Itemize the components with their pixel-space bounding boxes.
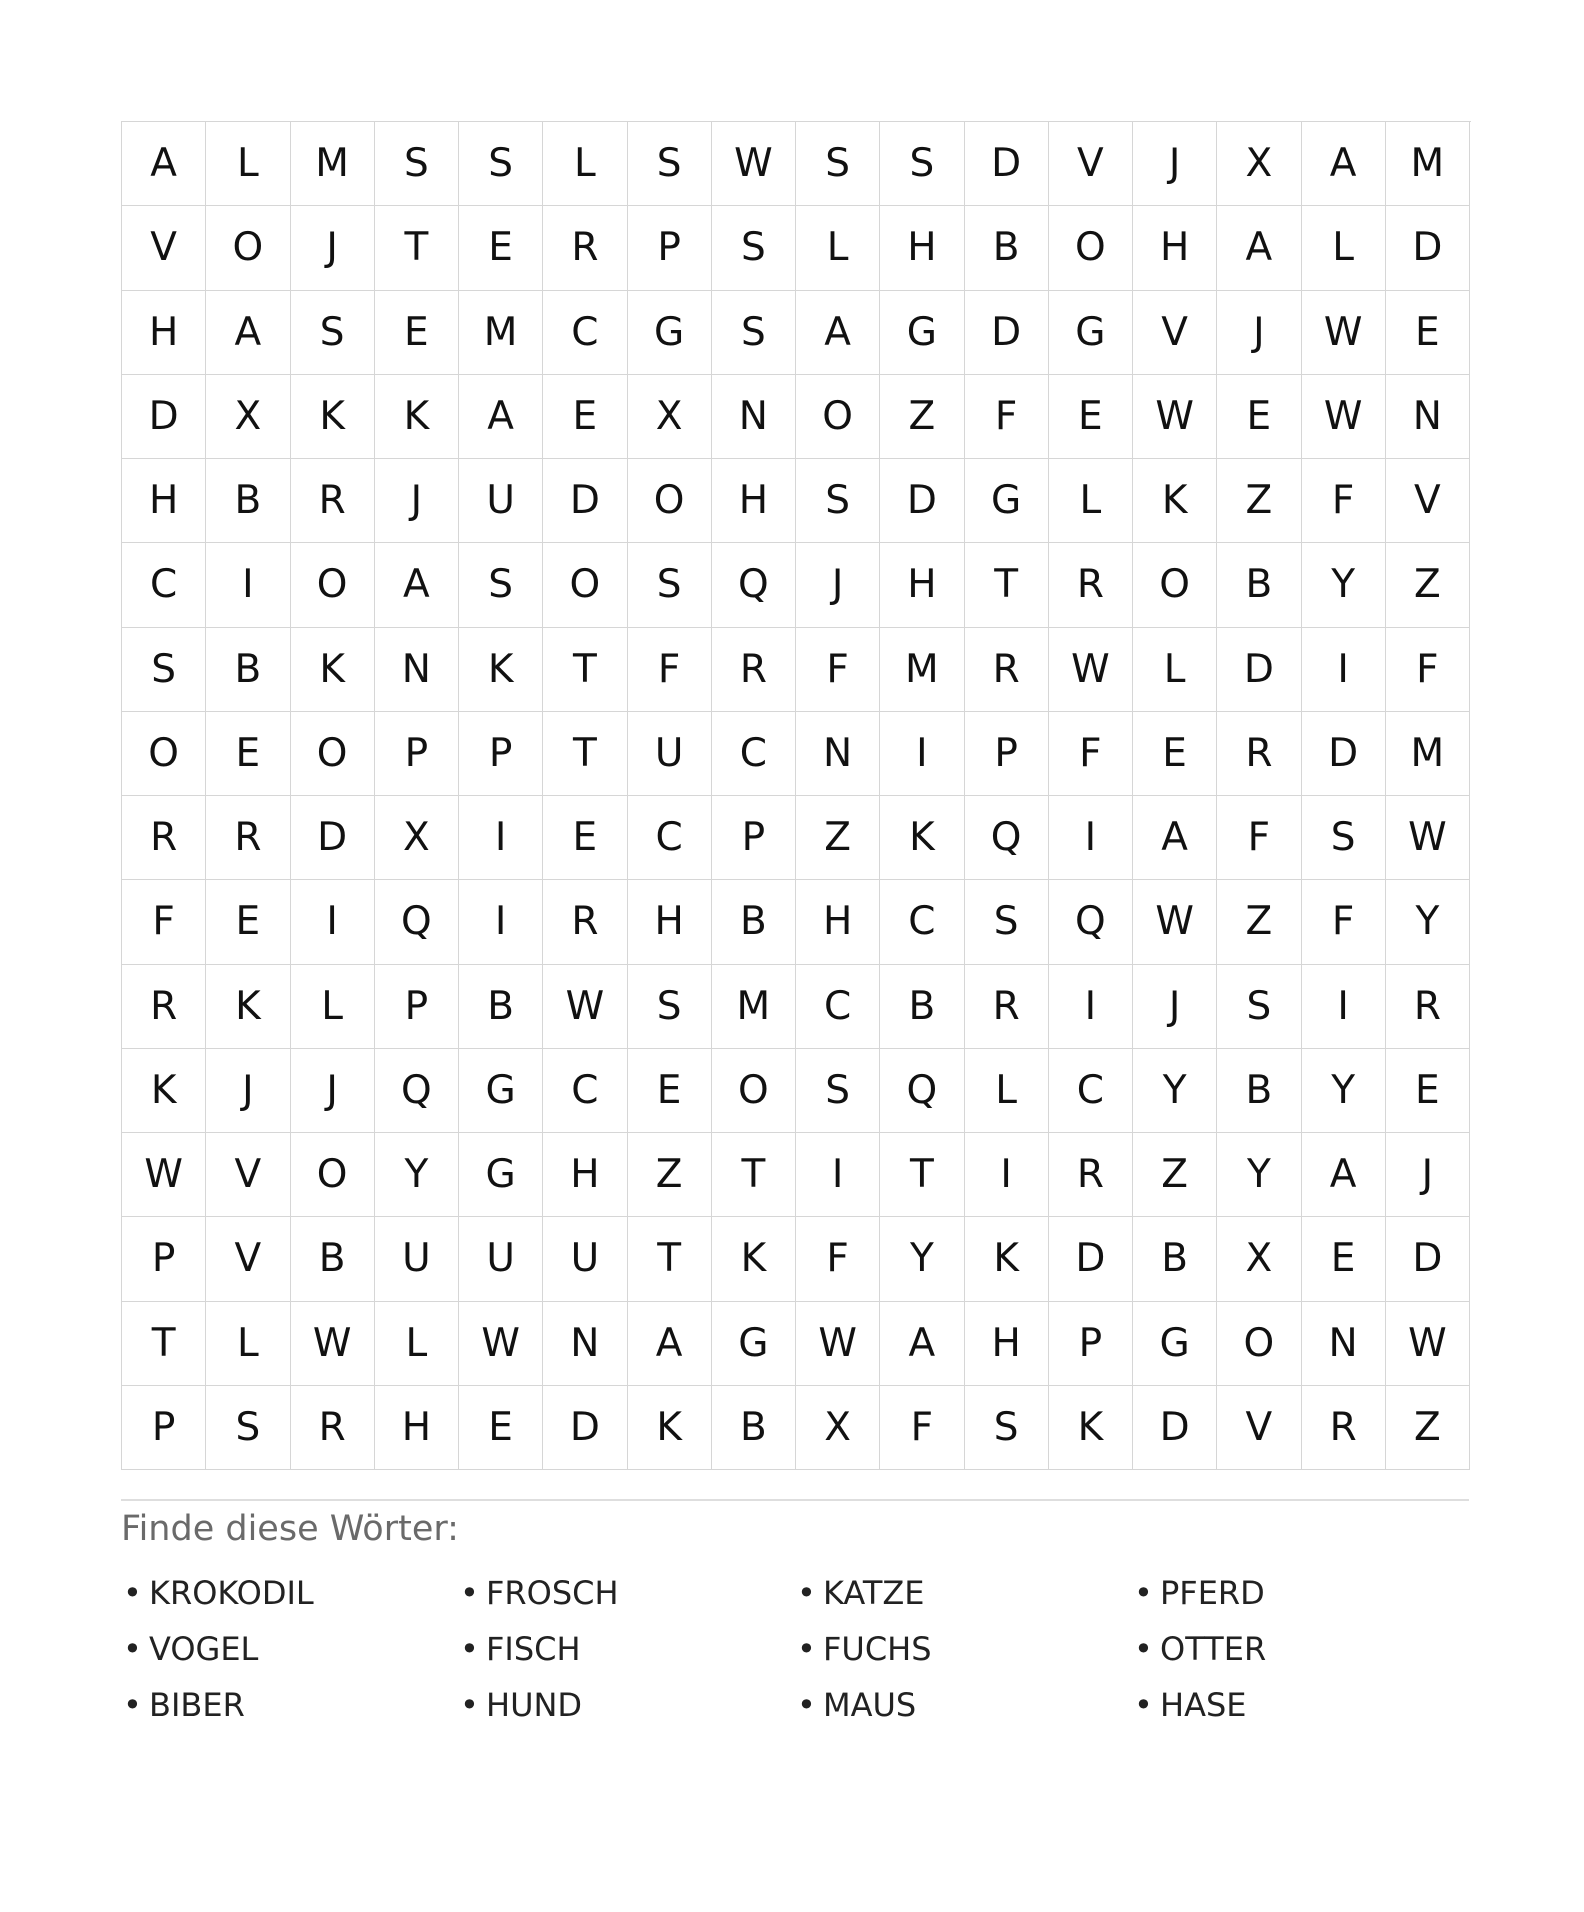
grid-cell[interactable]: F: [1386, 628, 1470, 712]
grid-cell[interactable]: V: [1217, 1386, 1301, 1470]
grid-cell[interactable]: G: [880, 291, 964, 375]
grid-cell[interactable]: A: [1302, 122, 1386, 206]
grid-cell[interactable]: Z: [1133, 1133, 1217, 1217]
grid-cell[interactable]: Y: [1302, 1049, 1386, 1133]
grid-cell[interactable]: T: [543, 712, 627, 796]
grid-cell[interactable]: S: [122, 628, 206, 712]
grid-cell[interactable]: D: [1217, 628, 1301, 712]
grid-cell[interactable]: H: [880, 206, 964, 290]
word-label: FISCH: [486, 1629, 581, 1668]
grid-cell[interactable]: E: [206, 880, 290, 964]
grid-cell[interactable]: X: [1217, 1217, 1301, 1301]
grid-cell[interactable]: W: [1386, 796, 1470, 880]
grid-cell[interactable]: P: [965, 712, 1049, 796]
grid-cell[interactable]: H: [122, 459, 206, 543]
grid-cell[interactable]: I: [1049, 965, 1133, 1049]
grid-cell[interactable]: G: [965, 459, 1049, 543]
grid-cell[interactable]: T: [965, 543, 1049, 627]
grid-cell[interactable]: B: [206, 459, 290, 543]
grid-cell[interactable]: B: [712, 1386, 796, 1470]
grid-cell[interactable]: F: [628, 628, 712, 712]
grid-cell[interactable]: P: [459, 712, 543, 796]
grid-cell[interactable]: N: [1302, 1302, 1386, 1386]
grid-cell[interactable]: R: [1049, 543, 1133, 627]
grid-cell[interactable]: F: [1217, 796, 1301, 880]
grid-cell[interactable]: H: [712, 459, 796, 543]
grid-cell[interactable]: B: [965, 206, 1049, 290]
grid-cell[interactable]: S: [880, 122, 964, 206]
grid-cell[interactable]: R: [122, 965, 206, 1049]
word-label: PFERD: [1160, 1573, 1265, 1612]
word-list-item: [795, 1565, 1132, 1621]
grid-cell[interactable]: S: [375, 122, 459, 206]
grid-cell[interactable]: K: [1049, 1386, 1133, 1470]
grid-cell[interactable]: L: [1133, 628, 1217, 712]
grid-cell[interactable]: B: [1133, 1217, 1217, 1301]
bullet-icon: •: [797, 1573, 816, 1612]
grid-cell[interactable]: W: [459, 1302, 543, 1386]
grid-cell[interactable]: K: [459, 628, 543, 712]
grid-cell[interactable]: C: [1049, 1049, 1133, 1133]
word-label: BIBER: [149, 1685, 245, 1724]
grid-cell[interactable]: U: [628, 712, 712, 796]
grid-cell[interactable]: A: [1217, 206, 1301, 290]
grid-cell[interactable]: S: [206, 1386, 290, 1470]
grid-cell[interactable]: I: [1302, 628, 1386, 712]
grid-cell[interactable]: X: [796, 1386, 880, 1470]
bullet-icon: •: [123, 1573, 142, 1612]
grid-cell[interactable]: B: [459, 965, 543, 1049]
word-list-item: [795, 1621, 1132, 1677]
grid-cell[interactable]: L: [965, 1049, 1049, 1133]
grid-cell[interactable]: J: [1217, 291, 1301, 375]
grid-cell[interactable]: R: [712, 628, 796, 712]
grid-cell[interactable]: J: [1386, 1133, 1470, 1217]
word-list-item: [1132, 1677, 1469, 1733]
grid-cell[interactable]: Y: [1302, 543, 1386, 627]
grid-cell[interactable]: K: [965, 1217, 1049, 1301]
grid-cell[interactable]: F: [1302, 459, 1386, 543]
grid-cell[interactable]: M: [1386, 122, 1470, 206]
word-list-item: [121, 1677, 458, 1733]
grid-cell[interactable]: C: [880, 880, 964, 964]
divider: [121, 1499, 1469, 1501]
grid-cell[interactable]: H: [375, 1386, 459, 1470]
grid-cell[interactable]: K: [122, 1049, 206, 1133]
grid-cell[interactable]: R: [1049, 1133, 1133, 1217]
word-list-item: [121, 1565, 458, 1621]
grid-cell[interactable]: I: [206, 543, 290, 627]
grid-cell[interactable]: E: [459, 1386, 543, 1470]
grid-cell[interactable]: H: [965, 1302, 1049, 1386]
word-list-item: [458, 1621, 795, 1677]
grid-cell[interactable]: Q: [375, 880, 459, 964]
grid-cell[interactable]: O: [1217, 1302, 1301, 1386]
grid-cell[interactable]: U: [375, 1217, 459, 1301]
grid-cell[interactable]: X: [375, 796, 459, 880]
word-label: KATZE: [823, 1573, 925, 1612]
grid-cell[interactable]: D: [1302, 712, 1386, 796]
grid-cell[interactable]: E: [1302, 1217, 1386, 1301]
grid-cell[interactable]: O: [122, 712, 206, 796]
grid-cell[interactable]: A: [880, 1302, 964, 1386]
grid-cell[interactable]: W: [291, 1302, 375, 1386]
grid-cell[interactable]: I: [291, 880, 375, 964]
grid-cell[interactable]: V: [1133, 291, 1217, 375]
grid-cell[interactable]: J: [291, 206, 375, 290]
grid-cell[interactable]: R: [206, 796, 290, 880]
grid-cell[interactable]: A: [796, 291, 880, 375]
grid-cell[interactable]: E: [459, 206, 543, 290]
grid-cell[interactable]: V: [1386, 459, 1470, 543]
grid-cell[interactable]: G: [459, 1133, 543, 1217]
grid-cell[interactable]: M: [459, 291, 543, 375]
grid-cell[interactable]: H: [880, 543, 964, 627]
grid-cell[interactable]: U: [459, 459, 543, 543]
grid-cell[interactable]: R: [1386, 965, 1470, 1049]
grid-cell[interactable]: B: [291, 1217, 375, 1301]
grid-cell[interactable]: H: [628, 880, 712, 964]
grid-cell[interactable]: N: [543, 1302, 627, 1386]
grid-cell[interactable]: E: [543, 796, 627, 880]
grid-cell[interactable]: J: [375, 459, 459, 543]
grid-cell[interactable]: D: [1133, 1386, 1217, 1470]
grid-cell[interactable]: F: [122, 880, 206, 964]
grid-cell[interactable]: S: [712, 291, 796, 375]
grid-cell[interactable]: Z: [1217, 880, 1301, 964]
grid-cell[interactable]: J: [1133, 965, 1217, 1049]
grid-cell[interactable]: O: [291, 1133, 375, 1217]
grid-cell[interactable]: Z: [880, 375, 964, 459]
grid-cell[interactable]: V: [206, 1133, 290, 1217]
grid-cell[interactable]: S: [459, 122, 543, 206]
grid-cell[interactable]: S: [628, 965, 712, 1049]
grid-cell[interactable]: O: [628, 459, 712, 543]
grid-cell[interactable]: P: [122, 1386, 206, 1470]
grid-cell[interactable]: D: [965, 291, 1049, 375]
grid-cell[interactable]: K: [712, 1217, 796, 1301]
grid-cell[interactable]: Y: [1386, 880, 1470, 964]
grid-cell[interactable]: L: [291, 965, 375, 1049]
grid-cell[interactable]: T: [712, 1133, 796, 1217]
grid-cell[interactable]: R: [965, 628, 1049, 712]
grid-cell[interactable]: S: [965, 880, 1049, 964]
grid-cell[interactable]: R: [122, 796, 206, 880]
grid-cell[interactable]: I: [1049, 796, 1133, 880]
grid-cell[interactable]: N: [796, 712, 880, 796]
grid-cell[interactable]: G: [628, 291, 712, 375]
grid-cell[interactable]: T: [880, 1133, 964, 1217]
grid-cell[interactable]: J: [206, 1049, 290, 1133]
grid-cell[interactable]: Q: [880, 1049, 964, 1133]
grid-cell[interactable]: U: [543, 1217, 627, 1301]
grid-cell[interactable]: B: [880, 965, 964, 1049]
grid-cell[interactable]: D: [1386, 206, 1470, 290]
grid-cell[interactable]: M: [712, 965, 796, 1049]
grid-cell[interactable]: O: [1133, 543, 1217, 627]
grid-cell[interactable]: E: [1133, 712, 1217, 796]
grid-cell[interactable]: V: [206, 1217, 290, 1301]
grid-cell[interactable]: W: [1133, 375, 1217, 459]
grid-cell[interactable]: I: [796, 1133, 880, 1217]
bullet-icon: •: [460, 1685, 479, 1724]
grid-cell[interactable]: L: [1302, 206, 1386, 290]
grid-cell[interactable]: P: [1049, 1302, 1133, 1386]
grid-cell[interactable]: S: [712, 206, 796, 290]
grid-cell[interactable]: E: [1386, 1049, 1470, 1133]
grid-cell[interactable]: C: [122, 543, 206, 627]
grid-cell[interactable]: R: [1217, 712, 1301, 796]
grid-cell[interactable]: O: [1049, 206, 1133, 290]
grid-cell[interactable]: R: [543, 880, 627, 964]
grid-cell[interactable]: F: [1302, 880, 1386, 964]
grid-cell[interactable]: W: [712, 122, 796, 206]
grid-cell[interactable]: O: [291, 712, 375, 796]
grid-cell[interactable]: E: [206, 712, 290, 796]
word-label: FUCHS: [823, 1629, 932, 1668]
grid-cell[interactable]: A: [1302, 1133, 1386, 1217]
grid-cell[interactable]: J: [796, 543, 880, 627]
grid-cell[interactable]: B: [1217, 1049, 1301, 1133]
word-label: FROSCH: [486, 1573, 619, 1612]
grid-cell[interactable]: Q: [965, 796, 1049, 880]
grid-cell[interactable]: P: [122, 1217, 206, 1301]
grid-cell[interactable]: P: [375, 965, 459, 1049]
grid-cell[interactable]: E: [375, 291, 459, 375]
word-list-item: [795, 1677, 1132, 1733]
grid-cell[interactable]: S: [796, 459, 880, 543]
grid-cell[interactable]: N: [712, 375, 796, 459]
word-label: HASE: [1160, 1685, 1247, 1724]
word-list-item: [458, 1565, 795, 1621]
grid-cell[interactable]: G: [712, 1302, 796, 1386]
grid-cell[interactable]: T: [375, 206, 459, 290]
grid-cell[interactable]: C: [543, 1049, 627, 1133]
grid-cell[interactable]: H: [1133, 206, 1217, 290]
word-label: VOGEL: [149, 1629, 259, 1668]
grid-cell[interactable]: A: [206, 291, 290, 375]
grid-cell[interactable]: E: [1386, 291, 1470, 375]
bullet-icon: •: [797, 1629, 816, 1668]
grid-cell[interactable]: A: [459, 375, 543, 459]
grid-cell[interactable]: U: [459, 1217, 543, 1301]
word-label: OTTER: [1160, 1629, 1267, 1668]
grid-cell[interactable]: W: [1133, 880, 1217, 964]
grid-cell[interactable]: S: [1217, 965, 1301, 1049]
word-label: HUND: [486, 1685, 583, 1724]
grid-cell[interactable]: F: [965, 375, 1049, 459]
grid-cell[interactable]: L: [1049, 459, 1133, 543]
grid-cell[interactable]: K: [628, 1386, 712, 1470]
grid-cell[interactable]: M: [291, 122, 375, 206]
grid-cell[interactable]: Z: [1386, 543, 1470, 627]
grid-cell[interactable]: S: [1302, 796, 1386, 880]
grid-cell[interactable]: R: [1302, 1386, 1386, 1470]
grid-cell[interactable]: D: [1049, 1217, 1133, 1301]
grid-cell[interactable]: W: [1302, 291, 1386, 375]
grid-cell[interactable]: Q: [375, 1049, 459, 1133]
grid-cell[interactable]: D: [880, 459, 964, 543]
grid-cell[interactable]: A: [375, 543, 459, 627]
grid-cell[interactable]: F: [1049, 712, 1133, 796]
grid-cell[interactable]: S: [459, 543, 543, 627]
grid-cell[interactable]: K: [206, 965, 290, 1049]
grid-cell[interactable]: P: [628, 206, 712, 290]
grid-cell[interactable]: R: [291, 1386, 375, 1470]
grid-cell[interactable]: A: [628, 1302, 712, 1386]
grid-cell[interactable]: L: [375, 1302, 459, 1386]
grid-cell[interactable]: C: [712, 712, 796, 796]
letter-grid: [121, 121, 1471, 1470]
grid-cell[interactable]: X: [206, 375, 290, 459]
grid-cell[interactable]: D: [122, 375, 206, 459]
grid-cell[interactable]: T: [628, 1217, 712, 1301]
grid-cell[interactable]: X: [1217, 122, 1301, 206]
grid-cell[interactable]: W: [1049, 628, 1133, 712]
word-list-item: [121, 1621, 458, 1677]
grid-cell[interactable]: D: [1386, 1217, 1470, 1301]
grid-cell[interactable]: K: [291, 375, 375, 459]
grid-cell[interactable]: S: [796, 1049, 880, 1133]
grid-cell[interactable]: F: [880, 1386, 964, 1470]
grid-cell[interactable]: C: [796, 965, 880, 1049]
word-list-item: [1132, 1621, 1469, 1677]
grid-cell[interactable]: D: [965, 122, 1049, 206]
grid-cell[interactable]: I: [459, 880, 543, 964]
grid-cell[interactable]: Z: [1217, 459, 1301, 543]
grid-cell[interactable]: D: [291, 796, 375, 880]
grid-cell[interactable]: T: [543, 628, 627, 712]
grid-cell[interactable]: R: [965, 965, 1049, 1049]
bullet-icon: •: [123, 1629, 142, 1668]
grid-cell[interactable]: W: [1386, 1302, 1470, 1386]
grid-cell[interactable]: Q: [712, 543, 796, 627]
grid-cell[interactable]: O: [543, 543, 627, 627]
grid-cell[interactable]: E: [543, 375, 627, 459]
grid-cell[interactable]: M: [1386, 712, 1470, 796]
grid-cell[interactable]: N: [1386, 375, 1470, 459]
bullet-icon: •: [123, 1685, 142, 1724]
grid-cell[interactable]: Y: [1133, 1049, 1217, 1133]
grid-cell[interactable]: Q: [1049, 880, 1133, 964]
grid-cell[interactable]: P: [375, 712, 459, 796]
grid-cell[interactable]: G: [1133, 1302, 1217, 1386]
grid-cell[interactable]: E: [1049, 375, 1133, 459]
grid-cell[interactable]: L: [543, 122, 627, 206]
grid-cell[interactable]: C: [543, 291, 627, 375]
grid-cell[interactable]: G: [459, 1049, 543, 1133]
grid-cell[interactable]: Z: [796, 796, 880, 880]
grid-cell[interactable]: L: [796, 206, 880, 290]
grid-cell[interactable]: I: [965, 1133, 1049, 1217]
grid-cell[interactable]: H: [796, 880, 880, 964]
grid-cell[interactable]: W: [543, 965, 627, 1049]
word-label: KROKODIL: [149, 1573, 314, 1612]
word-label: MAUS: [823, 1685, 917, 1724]
grid-cell[interactable]: P: [712, 796, 796, 880]
grid-cell[interactable]: R: [543, 206, 627, 290]
grid-cell[interactable]: F: [796, 628, 880, 712]
grid-cell[interactable]: T: [122, 1302, 206, 1386]
grid-cell[interactable]: R: [291, 459, 375, 543]
grid-cell[interactable]: Y: [880, 1217, 964, 1301]
grid-cell[interactable]: B: [1217, 543, 1301, 627]
grid-cell[interactable]: B: [712, 880, 796, 964]
grid-cell[interactable]: Y: [1217, 1133, 1301, 1217]
grid-cell[interactable]: X: [628, 375, 712, 459]
grid-cell[interactable]: S: [796, 122, 880, 206]
bullet-icon: •: [460, 1629, 479, 1668]
word-list-item: [1132, 1565, 1469, 1621]
grid-cell[interactable]: Z: [1386, 1386, 1470, 1470]
grid-cell[interactable]: Y: [375, 1133, 459, 1217]
grid-cell[interactable]: O: [291, 543, 375, 627]
grid-cell[interactable]: M: [880, 628, 964, 712]
grid-cell[interactable]: S: [291, 291, 375, 375]
bullet-icon: •: [1134, 1573, 1153, 1612]
grid-cell[interactable]: A: [1133, 796, 1217, 880]
grid-cell[interactable]: I: [459, 796, 543, 880]
grid-cell[interactable]: O: [712, 1049, 796, 1133]
grid-cell[interactable]: C: [628, 796, 712, 880]
grid-cell[interactable]: W: [122, 1133, 206, 1217]
grid-cell[interactable]: E: [1217, 375, 1301, 459]
grid-cell[interactable]: H: [543, 1133, 627, 1217]
word-search-puzzle: [121, 121, 1469, 1733]
grid-cell[interactable]: E: [628, 1049, 712, 1133]
grid-cell[interactable]: I: [880, 712, 964, 796]
bullet-icon: •: [1134, 1685, 1153, 1724]
grid-cell[interactable]: G: [1049, 291, 1133, 375]
grid-cell[interactable]: A: [122, 122, 206, 206]
grid-cell[interactable]: L: [206, 122, 290, 206]
grid-cell[interactable]: I: [1302, 965, 1386, 1049]
grid-cell[interactable]: D: [543, 1386, 627, 1470]
grid-cell[interactable]: Z: [628, 1133, 712, 1217]
bullet-icon: •: [1134, 1629, 1153, 1668]
word-list: [121, 1565, 1469, 1733]
grid-cell[interactable]: F: [796, 1217, 880, 1301]
grid-cell[interactable]: S: [628, 122, 712, 206]
word-list-item: [458, 1677, 795, 1733]
bullet-icon: •: [797, 1685, 816, 1724]
grid-cell[interactable]: K: [880, 796, 964, 880]
word-list-title: Finde diese Wörter:: [121, 1509, 459, 1549]
grid-cell[interactable]: O: [796, 375, 880, 459]
grid-cell[interactable]: N: [375, 628, 459, 712]
grid-cell[interactable]: K: [375, 375, 459, 459]
grid-cell[interactable]: S: [628, 543, 712, 627]
grid-cell[interactable]: K: [1133, 459, 1217, 543]
grid-cell[interactable]: W: [796, 1302, 880, 1386]
grid-cell[interactable]: D: [543, 459, 627, 543]
grid-cell[interactable]: B: [206, 628, 290, 712]
bullet-icon: •: [460, 1573, 479, 1612]
grid-cell[interactable]: W: [1302, 375, 1386, 459]
grid-cell[interactable]: J: [1133, 122, 1217, 206]
grid-cell[interactable]: K: [291, 628, 375, 712]
grid-cell[interactable]: O: [206, 206, 290, 290]
grid-cell[interactable]: J: [291, 1049, 375, 1133]
grid-cell[interactable]: H: [122, 291, 206, 375]
grid-cell[interactable]: L: [206, 1302, 290, 1386]
grid-cell[interactable]: V: [1049, 122, 1133, 206]
grid-cell[interactable]: S: [965, 1386, 1049, 1470]
grid-cell[interactable]: V: [122, 206, 206, 290]
